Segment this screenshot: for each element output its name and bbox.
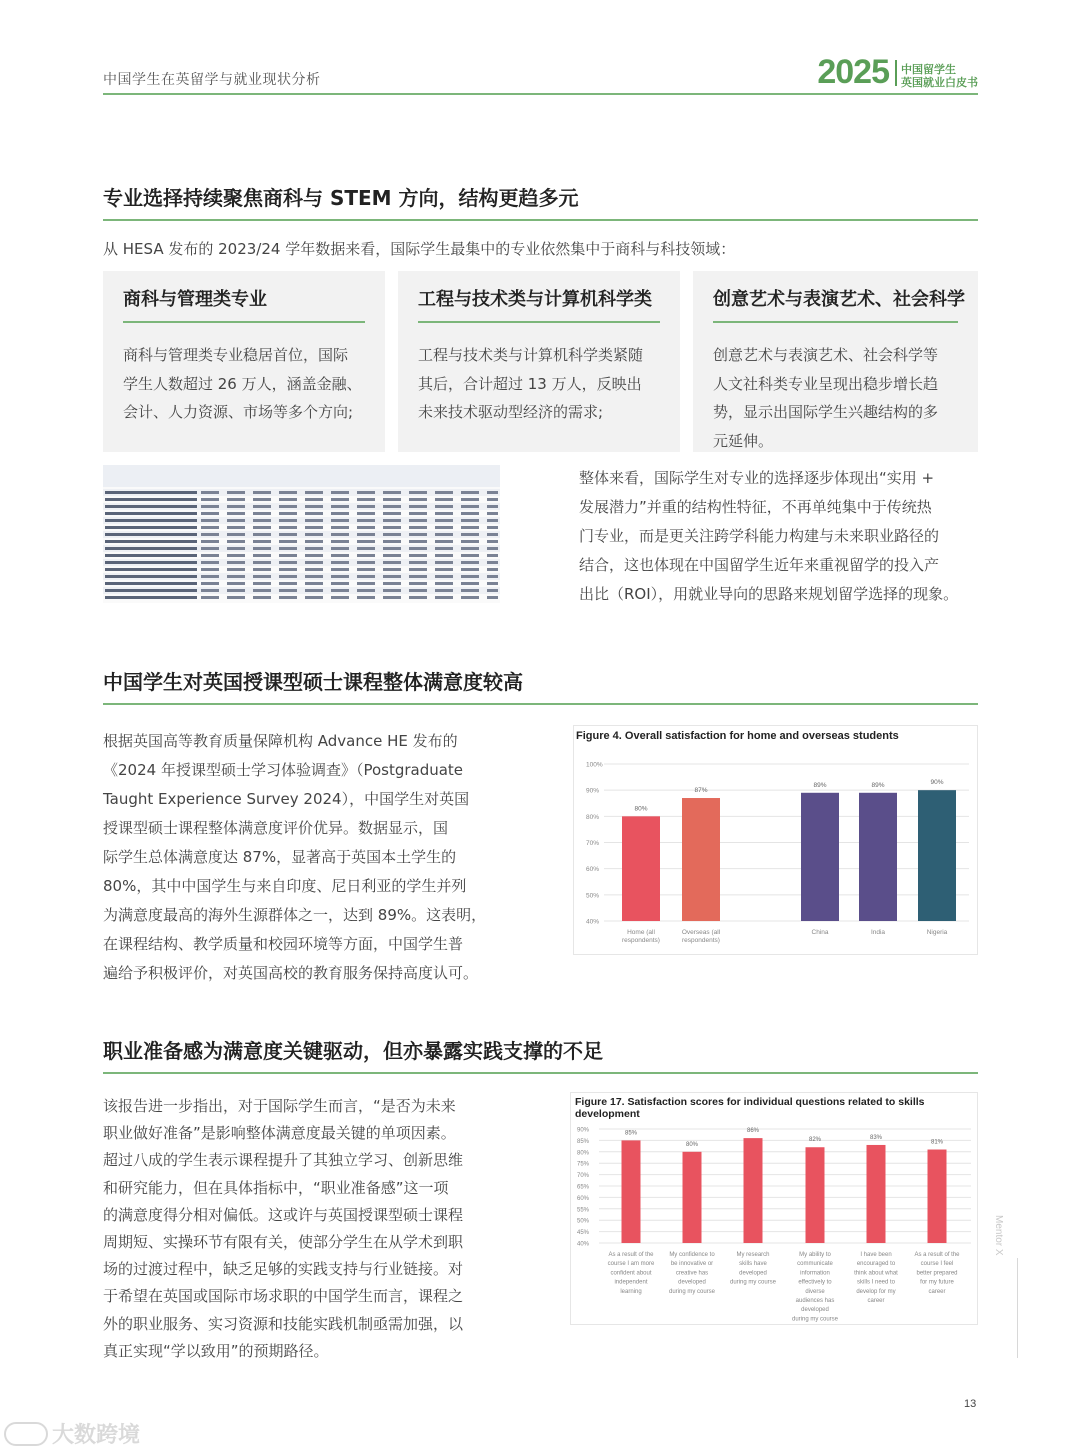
table-image-row bbox=[103, 587, 500, 594]
data-label: 80% bbox=[685, 1141, 699, 1148]
page-header bbox=[103, 55, 978, 95]
data-label: 89% bbox=[871, 781, 885, 789]
table-image-row bbox=[103, 538, 500, 545]
table-image-row-values bbox=[201, 526, 498, 529]
table-image-row-values bbox=[201, 582, 498, 585]
table-image-row-label bbox=[105, 498, 197, 501]
table-image-row-label bbox=[105, 526, 197, 529]
y-tick-label: 70% bbox=[586, 840, 600, 847]
section2-line: 《2024 年授课型硕士学习体验调查》（Postgraduate bbox=[103, 761, 464, 779]
subject-table-image bbox=[103, 465, 500, 603]
section2-line: 际学生总体满意度达 87%，显著高于英国本土学生的 bbox=[103, 848, 457, 866]
x-category-label bbox=[854, 1252, 898, 1304]
table-image-row bbox=[103, 566, 500, 573]
x-category-line: Overseas (all bbox=[681, 929, 721, 936]
x-category-label bbox=[792, 1252, 839, 1322]
section2-line: 根据英国高等教育质量保障机构 Advance HE 发布的 bbox=[103, 732, 458, 750]
bar bbox=[806, 1147, 825, 1243]
x-category-label bbox=[871, 929, 885, 936]
section3-line: 真正实现“学以致用”的预期路径。 bbox=[103, 1341, 329, 1360]
x-category-line: As a result of the bbox=[608, 1252, 654, 1258]
x-category-line: independent bbox=[614, 1279, 648, 1286]
x-category-label bbox=[914, 1252, 960, 1295]
table-image-row-label bbox=[105, 596, 197, 599]
table-image-row bbox=[103, 524, 500, 531]
table-image-row bbox=[103, 552, 500, 559]
figure4-chart bbox=[573, 725, 978, 955]
table-image-row-label bbox=[105, 575, 197, 578]
x-category-label bbox=[927, 929, 948, 936]
table-image-row-label bbox=[105, 547, 197, 550]
y-tick-label: 50% bbox=[586, 892, 600, 900]
x-category-line: information bbox=[800, 1270, 830, 1277]
data-label: 81% bbox=[930, 1139, 944, 1146]
data-label: 87% bbox=[694, 787, 708, 795]
bar bbox=[622, 816, 660, 921]
card-arts-title: 创意艺术与表演艺术、社会科学 bbox=[713, 285, 958, 323]
section2-line: 为满意度最高的海外生源群体之一，达到 89%。这表明， bbox=[103, 906, 487, 924]
y-tick-label: 80% bbox=[577, 1150, 590, 1157]
table-image-row bbox=[103, 503, 500, 510]
x-category-label bbox=[812, 929, 829, 936]
table-image-row-label bbox=[105, 519, 197, 522]
card-engineering-title: 工程与技术类与计算机科学类 bbox=[418, 285, 660, 323]
x-category-line: course I am more bbox=[607, 1261, 655, 1268]
data-label: 80% bbox=[634, 805, 648, 813]
section2-body bbox=[103, 727, 503, 988]
x-category-line: creative has bbox=[675, 1270, 709, 1277]
table-image-row-values bbox=[201, 505, 498, 508]
y-tick-label: 50% bbox=[577, 1218, 590, 1225]
header-brand-line1: 中国留学生 bbox=[901, 63, 956, 76]
x-category-line: developed bbox=[801, 1307, 829, 1314]
bar bbox=[683, 1152, 702, 1243]
card-arts bbox=[693, 271, 978, 452]
header-brand-text bbox=[901, 63, 978, 89]
card-engineering-line: 其后，合计超过 13 万人，反映出 bbox=[418, 374, 642, 393]
bar bbox=[622, 1140, 641, 1243]
section3-line: 于希望在英国或国际市场求职的中国学生而言，课程之 bbox=[103, 1287, 464, 1306]
x-category-line: respondents) bbox=[622, 937, 660, 944]
data-label: 85% bbox=[624, 1130, 638, 1137]
x-category-line: during my course bbox=[729, 1279, 777, 1286]
table-image-row-values bbox=[201, 561, 498, 564]
x-category-line: As a result of the bbox=[914, 1252, 960, 1258]
figure4-title: Figure 4. Overall satisfaction for home and overseas students bbox=[576, 730, 899, 742]
summary-line: 整体来看，国际学生对专业的选择逐步体现出“实用 + bbox=[579, 469, 935, 487]
section2-line: 在课程结构、教学质量和校园环境等方面，中国学生普 bbox=[103, 935, 464, 953]
bar bbox=[744, 1138, 763, 1243]
y-tick-label: 40% bbox=[586, 918, 600, 926]
table-image-row-label bbox=[105, 554, 197, 557]
y-tick-label: 45% bbox=[577, 1230, 590, 1237]
data-label: 89% bbox=[813, 781, 827, 789]
y-tick-label: 60% bbox=[577, 1195, 590, 1202]
section2-title: 中国学生对英国授课型硕士课程整体满意度较高 bbox=[103, 666, 978, 705]
x-category-line: respondents) bbox=[682, 937, 720, 944]
figure17-chart bbox=[570, 1092, 978, 1325]
x-category-line: Home (all bbox=[627, 929, 655, 936]
y-tick-label: 55% bbox=[577, 1207, 590, 1214]
x-category-line: during my course bbox=[791, 1316, 839, 1323]
figure17-plot bbox=[571, 1093, 979, 1326]
table-image-row bbox=[103, 510, 500, 517]
section2-line: Taught Experience Survey 2024），中国学生对英国 bbox=[103, 790, 470, 808]
table-image-row bbox=[103, 559, 500, 566]
section1-title: 专业选择持续聚焦商科与 STEM 方向，结构更趋多元 bbox=[103, 182, 978, 221]
data-label: 86% bbox=[746, 1128, 760, 1135]
table-image-row-values bbox=[201, 568, 498, 571]
x-category-line: diverse bbox=[805, 1288, 825, 1295]
section3-line: 该报告进一步指出，对于国际学生而言，“是否为未来 bbox=[103, 1097, 456, 1115]
side-line bbox=[1017, 1258, 1018, 1358]
table-image-row bbox=[103, 531, 500, 538]
section3-line: 外的职业服务、实习资源和技能实践机制亟需加强，以 bbox=[103, 1314, 464, 1333]
card-engineering-line: 未来技术驱动型经济的需求; bbox=[418, 403, 604, 421]
card-arts-body bbox=[713, 341, 958, 455]
bar bbox=[859, 793, 897, 921]
x-category-line: I have been bbox=[860, 1252, 892, 1258]
table-image-row-label bbox=[105, 512, 197, 515]
header-year: 2025 bbox=[817, 53, 889, 91]
y-tick-label: 90% bbox=[586, 787, 600, 795]
table-image-row bbox=[103, 496, 500, 503]
bar bbox=[801, 793, 839, 921]
x-category-label bbox=[608, 1252, 655, 1295]
table-image-row-values bbox=[201, 491, 498, 494]
table-image-row-values bbox=[201, 554, 498, 557]
table-image-row-values bbox=[201, 498, 498, 501]
section3-line: 超过八成的学生表示课程提升了其独立学习、创新思维 bbox=[103, 1151, 464, 1170]
page-number: 13 bbox=[964, 1398, 977, 1410]
watermark bbox=[4, 1418, 140, 1449]
table-image-row bbox=[103, 573, 500, 580]
table-image-row-label bbox=[105, 568, 197, 571]
section3-line: 场的过渡过程中，缺乏足够的实践支持与行业链接。对 bbox=[103, 1260, 464, 1279]
table-image-row-values bbox=[201, 512, 498, 515]
section2-line: 遍给予积极评价，对英国高校的教育服务保持高度认可。 bbox=[103, 964, 479, 982]
summary-line: 门专业，而是更关注跨学科能力构建与未来职业路径的 bbox=[579, 527, 940, 545]
table-image-row bbox=[103, 594, 500, 601]
x-category-line: My confidence to bbox=[669, 1252, 715, 1258]
x-category-line: be innovative or bbox=[670, 1261, 714, 1268]
x-category-line: developed bbox=[678, 1279, 706, 1286]
bar bbox=[928, 1150, 947, 1243]
y-tick-label: 70% bbox=[577, 1173, 590, 1180]
header-divider bbox=[895, 60, 897, 86]
x-category-line: learning bbox=[620, 1288, 642, 1295]
x-category-line: develop for my bbox=[856, 1288, 896, 1295]
table-image-row-values bbox=[201, 519, 498, 522]
x-category-line: China bbox=[811, 929, 829, 936]
x-category-label bbox=[730, 1252, 777, 1286]
section1-summary bbox=[579, 464, 978, 609]
table-image-row-label bbox=[105, 540, 197, 543]
table-image-row-label bbox=[105, 582, 197, 585]
watermark-text: 大数跨境 bbox=[52, 1423, 141, 1448]
summary-line: 结合，这也体现在中国留学生近年来重视留学的投入产 bbox=[579, 556, 940, 574]
y-tick-label: 40% bbox=[577, 1241, 590, 1248]
table-image-row bbox=[103, 545, 500, 552]
y-tick-label: 75% bbox=[577, 1161, 590, 1168]
x-category-line: career bbox=[928, 1288, 946, 1295]
section3-line: 和研究能力，但在具体指标中，“职业准备感”这一项 bbox=[103, 1178, 449, 1197]
y-tick-label: 100% bbox=[586, 761, 603, 769]
header-brand bbox=[817, 55, 978, 89]
card-arts-line: 势，显示出国际学生兴趣结构的多 bbox=[713, 403, 939, 421]
x-category-line: audiences has bbox=[795, 1298, 835, 1304]
table-image-row-label bbox=[105, 589, 197, 592]
table-image-row-values bbox=[201, 547, 498, 550]
summary-line: 发展潜力”并重的结构性特征，不再单纯集中于传统热 bbox=[579, 498, 932, 516]
card-business bbox=[103, 271, 385, 452]
table-image-row-label bbox=[105, 561, 197, 564]
table-image-row bbox=[103, 517, 500, 524]
header-subtitle: 中国学生在英留学与就业现状分析 bbox=[103, 72, 321, 88]
card-business-title: 商科与管理类专业 bbox=[123, 285, 365, 323]
section3-title: 职业准备感为满意度关键驱动，但亦暴露实践支撑的不足 bbox=[103, 1035, 978, 1074]
section3-line: 的满意度得分相对偏低。这或许与英国授课型硕士课程 bbox=[103, 1205, 464, 1224]
section3-body bbox=[103, 1093, 503, 1365]
x-category-line: My research bbox=[736, 1252, 770, 1258]
x-category-line: India bbox=[870, 929, 886, 936]
x-category-line: developed bbox=[739, 1270, 767, 1277]
data-label: 82% bbox=[808, 1137, 822, 1144]
table-image-row-values bbox=[201, 589, 498, 592]
section3-line: 职业做好准备”是影响整体满意度最关键的单项因素。 bbox=[103, 1124, 456, 1143]
x-category-line: career bbox=[867, 1298, 885, 1304]
x-category-line: skills I need to bbox=[856, 1279, 896, 1286]
x-category-line: for my future bbox=[920, 1279, 954, 1286]
table-image-row bbox=[103, 580, 500, 587]
x-category-label bbox=[682, 929, 721, 944]
x-category-line: encouraged to bbox=[856, 1261, 896, 1268]
section2-line: 80%，其中中国学生与来自印度、尼日利亚的学生并列 bbox=[103, 877, 467, 895]
card-engineering bbox=[398, 271, 680, 452]
card-business-line: 会计、人力资源、市场等多个方向; bbox=[123, 403, 354, 421]
y-tick-label: 80% bbox=[586, 813, 600, 821]
x-category-label bbox=[622, 929, 660, 944]
card-engineering-line: 工程与技术类与计算机科学类紧随 bbox=[418, 346, 644, 364]
table-image-row-values bbox=[201, 540, 498, 543]
y-tick-label: 60% bbox=[586, 866, 600, 874]
x-category-line: communicate bbox=[797, 1261, 833, 1268]
section3-line: 周期短、实操环节有限有关，使部分学生在从学术到职 bbox=[103, 1233, 464, 1252]
bar bbox=[918, 790, 956, 921]
x-category-line: during my course bbox=[668, 1288, 716, 1295]
card-engineering-body bbox=[418, 341, 660, 427]
card-business-body bbox=[123, 341, 365, 427]
bar bbox=[682, 798, 720, 921]
x-category-line: Nigeria bbox=[926, 929, 948, 936]
x-category-line: skills have bbox=[739, 1261, 767, 1268]
table-image-row-label bbox=[105, 491, 197, 494]
section1-intro: 从 HESA 发布的 2023/24 学年数据来看，国际学生最集中的专业依然集中于商科与科技领域： bbox=[103, 240, 736, 258]
section2-line: 授课型硕士课程整体满意度评价优异。数据显示，国 bbox=[103, 819, 449, 837]
x-category-line: confident about bbox=[610, 1270, 652, 1277]
summary-line: 出比（ROI），用就业导向的思路来规划留学选择的现象。 bbox=[579, 585, 959, 603]
table-image-header bbox=[103, 465, 500, 487]
table-image-row-label bbox=[105, 505, 197, 508]
card-business-line: 学生人数超过 26 万人，涵盖金融、 bbox=[123, 374, 362, 393]
side-mark: Mentor X bbox=[993, 1215, 1004, 1256]
table-image-row bbox=[103, 489, 500, 496]
table-image-row-values bbox=[201, 596, 498, 599]
table-image-row-values bbox=[201, 533, 498, 536]
table-image-row-label bbox=[105, 533, 197, 536]
card-arts-line: 创意艺术与表演艺术、社会科学等 bbox=[713, 346, 939, 364]
table-image-row-values bbox=[201, 575, 498, 578]
y-tick-label: 85% bbox=[577, 1138, 590, 1145]
x-category-label bbox=[669, 1252, 716, 1295]
x-category-line: My ability to bbox=[799, 1252, 831, 1258]
figure4-plot bbox=[574, 726, 979, 956]
watermark-logo-icon bbox=[4, 1422, 48, 1446]
data-label: 90% bbox=[930, 779, 944, 787]
card-arts-line: 元延伸。 bbox=[713, 431, 774, 450]
header-brand-line2: 英国就业白皮书 bbox=[901, 76, 978, 89]
card-arts-line: 人文社科类专业呈现出稳步增长趋 bbox=[713, 374, 939, 393]
y-tick-label: 90% bbox=[577, 1127, 590, 1134]
bar bbox=[867, 1145, 886, 1243]
x-category-line: think about what bbox=[854, 1270, 898, 1277]
y-tick-label: 65% bbox=[577, 1184, 590, 1191]
x-category-line: better prepared bbox=[916, 1270, 958, 1277]
data-label: 83% bbox=[869, 1134, 883, 1141]
figure17-title: Figure 17. Satisfaction scores for individual questions related to skills development bbox=[575, 1096, 925, 1120]
card-business-line: 商科与管理类专业稳居首位，国际 bbox=[123, 346, 349, 364]
x-category-line: course I feel bbox=[920, 1261, 954, 1268]
x-category-line: effectively to bbox=[798, 1279, 832, 1286]
